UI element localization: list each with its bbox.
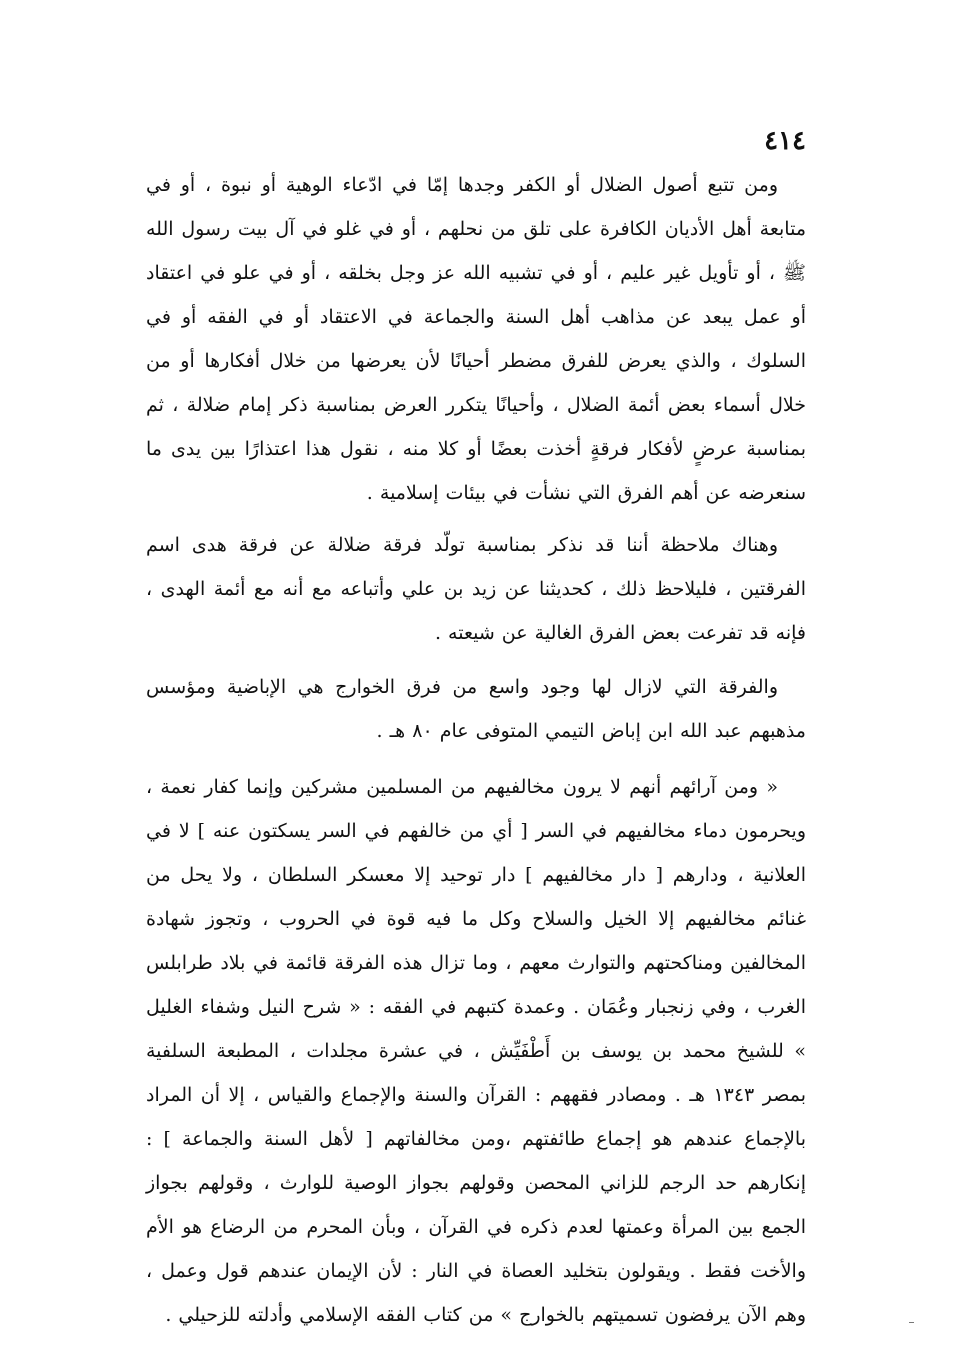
page-number: ٤١٤ [764,126,806,156]
paragraph-1: ومن تتبع أصول الضلال أو الكفر وجدها إمّا في ادّعاء الوهية أو نبوة ، أو في متابعة أهل الأديان الكافرة على تلق من نحلهم ، أو في غلو في آل بيت رسول الله ﷺ ، أو تأويل غير عليم ، أو في تشبيه الله عز وجل بخلقه ، أو في علو في اعتقاد أو عمل يبعد عن مذاهب أهل السنة والجماعة في الاعتقاد أو في الفقه أو في السلوك ، والذي يعرض للفرق مضطر أحيانًا لأن يعرضها من خلال أفكارها أو من خلال أسماء بعض أئمة الضلال ، وأحيانًا يتكرر العرض بمناسبة ذكر إمام ضلالة ، ثم بمناسبة عرضٍ لأفكار فرقةٍ أخذت بعضًا أو كلا منه ، نقول هذا اعتذارًا بين يدى ما سنعرضه عن أهم الفرق التي نشأت في بيئات إسلامية . [146,174,806,504]
paragraph-4: « ومن آرائهم أنهم لا يرون مخالفيهم من المسلمين مشركين وإنما كفار نعمة ، ويحرمون دماء مخالفيهم في السر [ أي من خالفهم في السر يسكتون عنه ] لا في العلانية ، ودارهم [ دار مخالفيهم ] دار توحيد إلا معسكر السلطان ، ولا يحل من غنائم مخالفيهم إلا الخيل والسلاح وكل ما فيه قوة في الحروب ، وتجوز شهادة المخالفين ومناكحتهم والتوارث معهم ، وما تزال هذه الفرقة قائمة في بلاد طرابلس الغرب ، وفي زنجبار وعُمَان . وعمدة كتبهم في الفقه : « شرح النيل وشفاء الغليل » للشيخ محمد بن يوسف بن أَطْفَيِّش ، في عشرة مجلدات ، المطبعة السلفية بمصر ١٣٤٣ هـ . ومصادر فقههم : القرآن والسنة والإجماع والقياس ، إلا أن المراد بالإجماع عندهم هو إجماع طائفتهم ،ومن مخالفاتهم [ لأهل السنة والجماعة ] : إنكارهم حد الرجم للزاني المحصن وقولهم بجواز الوصية للوارث ، وقولهم بجواز الجمع بين المرأة وعمتها لعدم ذكره في القرآن ، وبأن المحرم من الرضاع هو الأم والأخت فقط . ويقولون بتخليد العصاة في النار : لأن الإيمان عندهم قول وعمل ، وهم الآن يرفضون تسميتهم بالخوارج » من كتاب الفقه الإسلامي وأدلته للزحيلي . [146,776,806,1326]
paragraph-2: وهناك ملاحظة أننا قد نذكر بمناسبة تولّد فرقة ضلالة عن فرقة هدى اسم الفرقتين ، فليلاحظ ذلك ، كحديثنا عن زيد بن علي وأتباعه مع أنه مع أئمة الهدى ، فإنه قد تفرعت بعض الفرق الغالية عن شيعته . [146,534,806,644]
body-text [146,163,806,1337]
paragraph-3: والفرقة التي لازال لها وجود واسع من فرق الخوارج هي الإباضية ومؤسس مذهبهم عبد الله ابن إباض التيمي المتوفى عام ٨٠ هـ . [146,676,806,742]
margin-mark [909,1322,914,1323]
